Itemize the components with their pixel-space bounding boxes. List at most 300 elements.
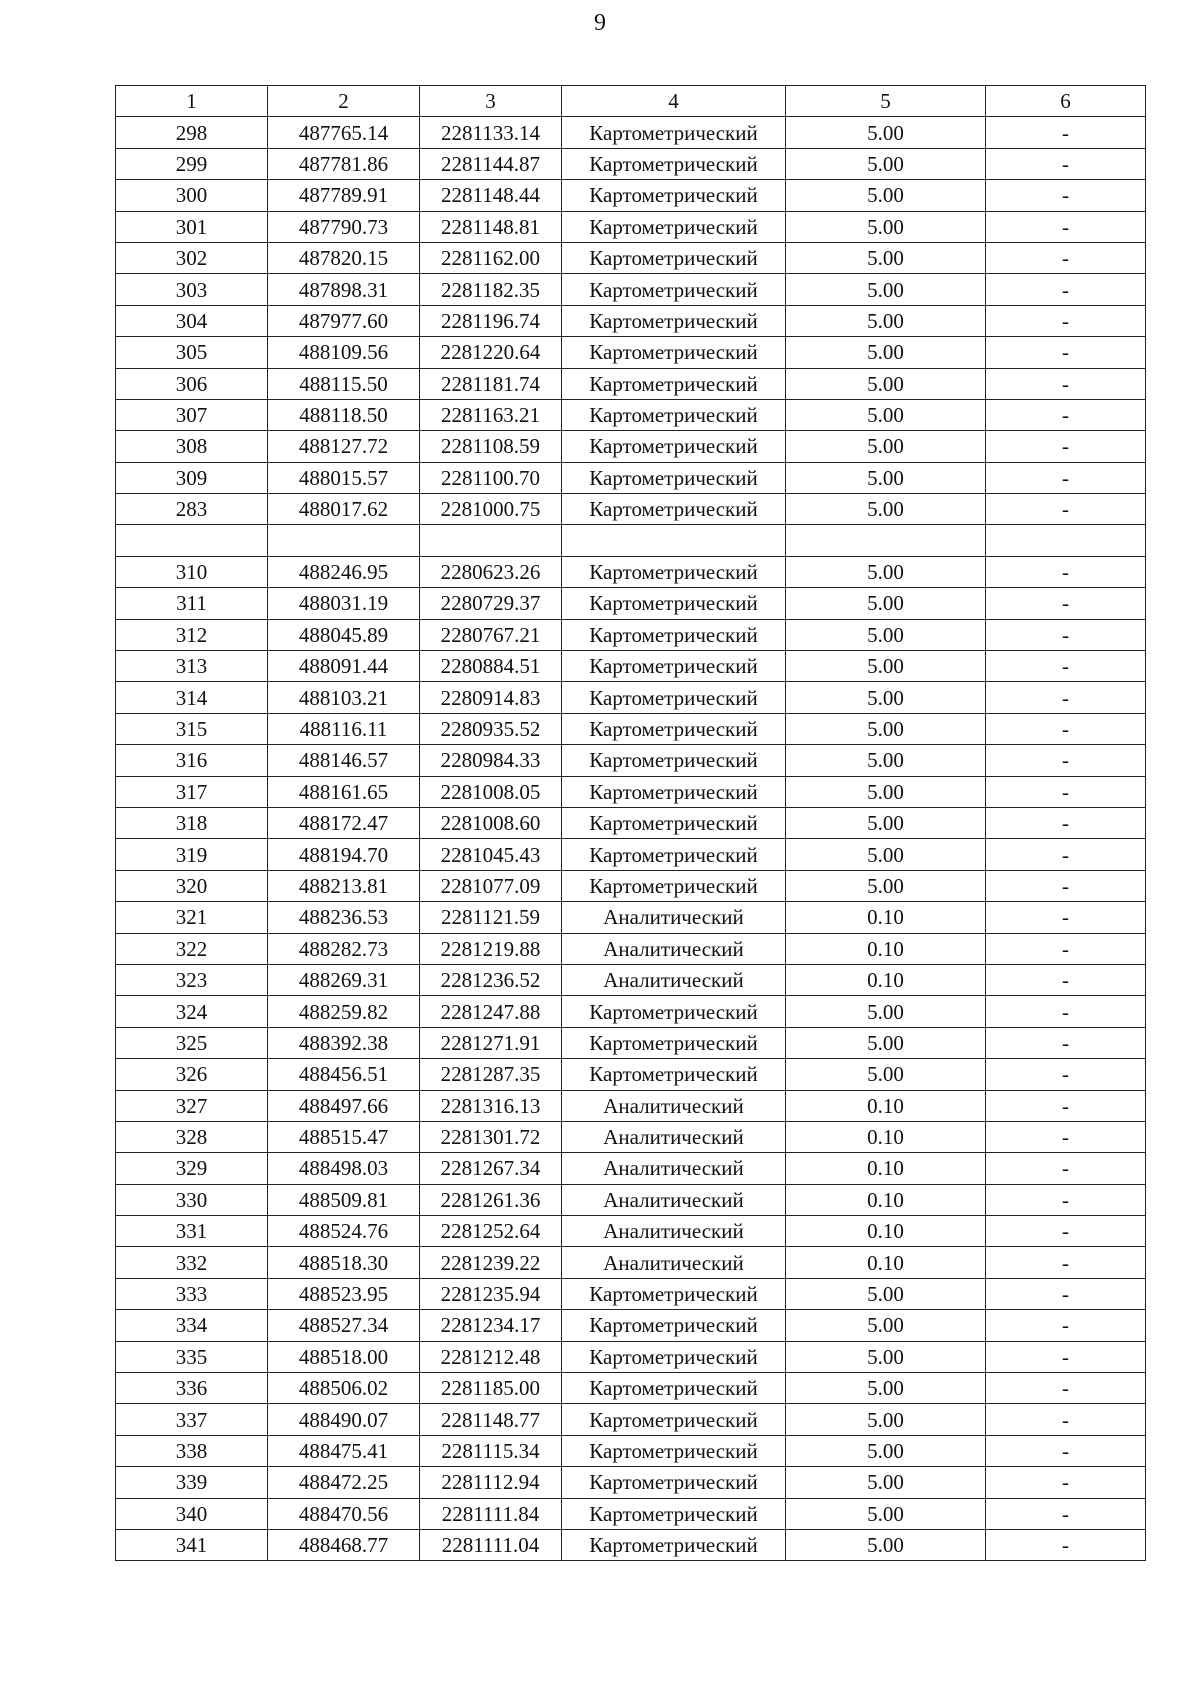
point-number-cell: 328 — [116, 1121, 268, 1152]
point-number-cell: 303 — [116, 274, 268, 305]
accuracy-cell: 5.00 — [786, 1467, 986, 1498]
point-number-cell: 323 — [116, 964, 268, 995]
table-row — [116, 399, 1146, 430]
point-number-cell: 326 — [116, 1059, 268, 1090]
y-coordinate-cell: 2281115.34 — [420, 1435, 562, 1466]
note-cell: - — [986, 807, 1146, 838]
table-row — [116, 996, 1146, 1027]
table-row — [116, 1498, 1146, 1529]
y-coordinate-cell: 2281271.91 — [420, 1027, 562, 1058]
note-cell: - — [986, 1529, 1146, 1560]
y-coordinate-cell: 2281008.60 — [420, 807, 562, 838]
method-cell: Картометрический — [562, 745, 786, 776]
table-row — [116, 305, 1146, 336]
table-row — [116, 1216, 1146, 1247]
x-coordinate-cell: 487789.91 — [268, 180, 420, 211]
method-cell: Аналитический — [562, 1184, 786, 1215]
method-cell: Картометрический — [562, 305, 786, 336]
accuracy-cell: 5.00 — [786, 776, 986, 807]
accuracy-cell: 0.10 — [786, 1121, 986, 1152]
accuracy-cell: 5.00 — [786, 211, 986, 242]
x-coordinate-cell: 487765.14 — [268, 117, 420, 148]
method-cell: Картометрический — [562, 556, 786, 587]
x-coordinate-cell: 488109.56 — [268, 337, 420, 368]
note-cell: - — [986, 1373, 1146, 1404]
accuracy-cell: 5.00 — [786, 870, 986, 901]
column-header-5: 5 — [786, 86, 986, 117]
method-cell: Картометрический — [562, 494, 786, 525]
note-cell: - — [986, 117, 1146, 148]
y-coordinate-cell: 2281196.74 — [420, 305, 562, 336]
y-coordinate-cell: 2281148.81 — [420, 211, 562, 242]
x-coordinate-cell: 488468.77 — [268, 1529, 420, 1560]
y-coordinate-cell: 2281108.59 — [420, 431, 562, 462]
note-cell: - — [986, 368, 1146, 399]
method-cell: Картометрический — [562, 368, 786, 399]
note-cell: - — [986, 1278, 1146, 1309]
table-header — [116, 86, 1146, 117]
point-number-cell: 304 — [116, 305, 268, 336]
point-number-cell: 312 — [116, 619, 268, 650]
method-cell: Картометрический — [562, 1404, 786, 1435]
x-coordinate-cell — [268, 525, 420, 556]
note-cell: - — [986, 1467, 1146, 1498]
note-cell: - — [986, 682, 1146, 713]
method-cell: Картометрический — [562, 337, 786, 368]
point-number-cell: 314 — [116, 682, 268, 713]
accuracy-cell: 5.00 — [786, 1373, 986, 1404]
accuracy-cell: 0.10 — [786, 1090, 986, 1121]
x-coordinate-cell: 488172.47 — [268, 807, 420, 838]
y-coordinate-cell: 2281112.94 — [420, 1467, 562, 1498]
method-cell: Картометрический — [562, 462, 786, 493]
accuracy-cell: 5.00 — [786, 1498, 986, 1529]
table-row — [116, 1341, 1146, 1372]
point-number-cell: 330 — [116, 1184, 268, 1215]
accuracy-cell: 5.00 — [786, 1341, 986, 1372]
note-cell: - — [986, 148, 1146, 179]
note-cell: - — [986, 1059, 1146, 1090]
table-row — [116, 1435, 1146, 1466]
table-row — [116, 619, 1146, 650]
x-coordinate-cell: 488470.56 — [268, 1498, 420, 1529]
note-cell: - — [986, 1216, 1146, 1247]
method-cell: Картометрический — [562, 588, 786, 619]
accuracy-cell: 0.10 — [786, 964, 986, 995]
point-number-cell — [116, 525, 268, 556]
accuracy-cell: 0.10 — [786, 902, 986, 933]
point-number-cell: 298 — [116, 117, 268, 148]
accuracy-cell: 5.00 — [786, 305, 986, 336]
table-row — [116, 494, 1146, 525]
x-coordinate-cell: 488017.62 — [268, 494, 420, 525]
x-coordinate-cell: 488246.95 — [268, 556, 420, 587]
accuracy-cell: 5.00 — [786, 180, 986, 211]
method-cell: Картометрический — [562, 431, 786, 462]
table-row — [116, 776, 1146, 807]
point-number-cell: 301 — [116, 211, 268, 242]
point-number-cell: 322 — [116, 933, 268, 964]
table-row — [116, 1247, 1146, 1278]
accuracy-cell — [786, 525, 986, 556]
table-row — [116, 211, 1146, 242]
accuracy-cell: 5.00 — [786, 431, 986, 462]
note-cell: - — [986, 1153, 1146, 1184]
table-row — [116, 807, 1146, 838]
table-row — [116, 839, 1146, 870]
method-cell: Картометрический — [562, 1278, 786, 1309]
x-coordinate-cell: 488456.51 — [268, 1059, 420, 1090]
table-row — [116, 651, 1146, 682]
page-number: 9 — [594, 10, 606, 36]
y-coordinate-cell: 2281235.94 — [420, 1278, 562, 1309]
point-number-cell: 321 — [116, 902, 268, 933]
point-number-cell: 313 — [116, 651, 268, 682]
x-coordinate-cell: 488045.89 — [268, 619, 420, 650]
y-coordinate-cell: 2281045.43 — [420, 839, 562, 870]
x-coordinate-cell: 488127.72 — [268, 431, 420, 462]
accuracy-cell: 5.00 — [786, 1529, 986, 1560]
y-coordinate-cell: 2281144.87 — [420, 148, 562, 179]
table-row — [116, 242, 1146, 273]
method-cell: Картометрический — [562, 211, 786, 242]
method-cell: Картометрический — [562, 1373, 786, 1404]
x-coordinate-cell: 488031.19 — [268, 588, 420, 619]
x-coordinate-cell: 488518.00 — [268, 1341, 420, 1372]
method-cell — [562, 525, 786, 556]
column-header-3: 3 — [420, 86, 562, 117]
method-cell: Картометрический — [562, 1059, 786, 1090]
note-cell: - — [986, 651, 1146, 682]
method-cell: Картометрический — [562, 399, 786, 430]
method-cell: Картометрический — [562, 776, 786, 807]
table-row — [116, 556, 1146, 587]
accuracy-cell: 0.10 — [786, 1247, 986, 1278]
x-coordinate-cell: 487781.86 — [268, 148, 420, 179]
method-cell: Картометрический — [562, 1310, 786, 1341]
y-coordinate-cell: 2281252.64 — [420, 1216, 562, 1247]
method-cell: Картометрический — [562, 148, 786, 179]
point-number-cell: 336 — [116, 1373, 268, 1404]
note-cell: - — [986, 1341, 1146, 1372]
accuracy-cell: 5.00 — [786, 745, 986, 776]
y-coordinate-cell: 2281008.05 — [420, 776, 562, 807]
x-coordinate-cell: 488497.66 — [268, 1090, 420, 1121]
y-coordinate-cell: 2281234.17 — [420, 1310, 562, 1341]
x-coordinate-cell: 488392.38 — [268, 1027, 420, 1058]
point-number-cell: 300 — [116, 180, 268, 211]
point-number-cell: 309 — [116, 462, 268, 493]
y-coordinate-cell: 2281267.34 — [420, 1153, 562, 1184]
point-number-cell: 319 — [116, 839, 268, 870]
point-number-cell: 317 — [116, 776, 268, 807]
accuracy-cell: 5.00 — [786, 1310, 986, 1341]
table-row — [116, 337, 1146, 368]
y-coordinate-cell: 2281111.84 — [420, 1498, 562, 1529]
method-cell: Аналитический — [562, 964, 786, 995]
accuracy-cell: 5.00 — [786, 556, 986, 587]
table-row — [116, 462, 1146, 493]
note-cell: - — [986, 274, 1146, 305]
point-number-cell: 324 — [116, 996, 268, 1027]
table-row — [116, 1153, 1146, 1184]
note-cell: - — [986, 588, 1146, 619]
accuracy-cell: 5.00 — [786, 619, 986, 650]
table-row — [116, 1090, 1146, 1121]
point-number-cell: 305 — [116, 337, 268, 368]
y-coordinate-cell: 2281185.00 — [420, 1373, 562, 1404]
accuracy-cell: 5.00 — [786, 494, 986, 525]
y-coordinate-cell: 2281261.36 — [420, 1184, 562, 1215]
method-cell: Аналитический — [562, 902, 786, 933]
column-header-6: 6 — [986, 86, 1146, 117]
accuracy-cell: 5.00 — [786, 588, 986, 619]
x-coordinate-cell: 488509.81 — [268, 1184, 420, 1215]
x-coordinate-cell: 488524.76 — [268, 1216, 420, 1247]
accuracy-cell: 5.00 — [786, 713, 986, 744]
point-number-cell: 318 — [116, 807, 268, 838]
note-cell: - — [986, 431, 1146, 462]
table-row — [116, 1404, 1146, 1435]
point-number-cell: 332 — [116, 1247, 268, 1278]
table-row — [116, 1373, 1146, 1404]
method-cell: Картометрический — [562, 839, 786, 870]
point-number-cell: 334 — [116, 1310, 268, 1341]
method-cell: Картометрический — [562, 1498, 786, 1529]
method-cell: Картометрический — [562, 619, 786, 650]
accuracy-cell: 5.00 — [786, 117, 986, 148]
note-cell: - — [986, 839, 1146, 870]
accuracy-cell: 5.00 — [786, 148, 986, 179]
note-cell: - — [986, 964, 1146, 995]
note-cell: - — [986, 776, 1146, 807]
y-coordinate-cell: 2281163.21 — [420, 399, 562, 430]
y-coordinate-cell: 2281133.14 — [420, 117, 562, 148]
point-number-cell: 339 — [116, 1467, 268, 1498]
y-coordinate-cell: 2281239.22 — [420, 1247, 562, 1278]
point-number-cell: 299 — [116, 148, 268, 179]
accuracy-cell: 5.00 — [786, 1278, 986, 1309]
note-cell: - — [986, 242, 1146, 273]
point-number-cell: 327 — [116, 1090, 268, 1121]
header-row — [116, 86, 1146, 117]
x-coordinate-cell: 488506.02 — [268, 1373, 420, 1404]
accuracy-cell: 5.00 — [786, 807, 986, 838]
y-coordinate-cell: 2280914.83 — [420, 682, 562, 713]
method-cell: Аналитический — [562, 1216, 786, 1247]
note-cell: - — [986, 494, 1146, 525]
note-cell: - — [986, 1404, 1146, 1435]
y-coordinate-cell: 2281220.64 — [420, 337, 562, 368]
accuracy-cell: 5.00 — [786, 242, 986, 273]
point-number-cell: 315 — [116, 713, 268, 744]
note-cell: - — [986, 713, 1146, 744]
method-cell: Аналитический — [562, 1090, 786, 1121]
accuracy-cell: 5.00 — [786, 1404, 986, 1435]
accuracy-cell: 0.10 — [786, 1184, 986, 1215]
x-coordinate-cell: 488527.34 — [268, 1310, 420, 1341]
note-cell: - — [986, 1247, 1146, 1278]
note-cell: - — [986, 619, 1146, 650]
table-row — [116, 368, 1146, 399]
y-coordinate-cell: 2281121.59 — [420, 902, 562, 933]
method-cell: Картометрический — [562, 682, 786, 713]
table-row — [116, 117, 1146, 148]
x-coordinate-cell: 488269.31 — [268, 964, 420, 995]
note-cell: - — [986, 556, 1146, 587]
column-header-2: 2 — [268, 86, 420, 117]
point-number-cell: 306 — [116, 368, 268, 399]
accuracy-cell: 0.10 — [786, 933, 986, 964]
table-row — [116, 933, 1146, 964]
table-row — [116, 1121, 1146, 1152]
note-cell: - — [986, 1310, 1146, 1341]
point-number-cell: 325 — [116, 1027, 268, 1058]
note-cell: - — [986, 1184, 1146, 1215]
accuracy-cell: 5.00 — [786, 839, 986, 870]
table-row — [116, 1184, 1146, 1215]
table-row — [116, 1310, 1146, 1341]
x-coordinate-cell: 488259.82 — [268, 996, 420, 1027]
method-cell: Картометрический — [562, 1027, 786, 1058]
point-number-cell: 307 — [116, 399, 268, 430]
table-row — [116, 525, 1146, 556]
y-coordinate-cell: 2280623.26 — [420, 556, 562, 587]
column-header-1: 1 — [116, 86, 268, 117]
x-coordinate-cell: 488116.11 — [268, 713, 420, 744]
x-coordinate-cell: 488015.57 — [268, 462, 420, 493]
y-coordinate-cell: 2281219.88 — [420, 933, 562, 964]
point-number-cell: 311 — [116, 588, 268, 619]
method-cell: Аналитический — [562, 1247, 786, 1278]
x-coordinate-cell: 487977.60 — [268, 305, 420, 336]
accuracy-cell: 5.00 — [786, 462, 986, 493]
table-row — [116, 713, 1146, 744]
y-coordinate-cell: 2281212.48 — [420, 1341, 562, 1372]
point-number-cell: 320 — [116, 870, 268, 901]
point-number-cell: 316 — [116, 745, 268, 776]
note-cell: - — [986, 180, 1146, 211]
method-cell: Аналитический — [562, 1153, 786, 1184]
point-number-cell: 335 — [116, 1341, 268, 1372]
y-coordinate-cell: 2281100.70 — [420, 462, 562, 493]
y-coordinate-cell: 2281301.72 — [420, 1121, 562, 1152]
point-number-cell: 341 — [116, 1529, 268, 1560]
note-cell: - — [986, 1498, 1146, 1529]
point-number-cell: 310 — [116, 556, 268, 587]
method-cell: Картометрический — [562, 180, 786, 211]
table-row — [116, 682, 1146, 713]
point-number-cell: 302 — [116, 242, 268, 273]
table-row — [116, 870, 1146, 901]
note-cell: - — [986, 1090, 1146, 1121]
x-coordinate-cell: 488115.50 — [268, 368, 420, 399]
method-cell: Аналитический — [562, 1121, 786, 1152]
point-number-cell: 283 — [116, 494, 268, 525]
y-coordinate-cell: 2280729.37 — [420, 588, 562, 619]
accuracy-cell: 5.00 — [786, 274, 986, 305]
table-row — [116, 588, 1146, 619]
x-coordinate-cell: 488161.65 — [268, 776, 420, 807]
table-row — [116, 902, 1146, 933]
y-coordinate-cell: 2281162.00 — [420, 242, 562, 273]
x-coordinate-cell: 488213.81 — [268, 870, 420, 901]
y-coordinate-cell: 2280935.52 — [420, 713, 562, 744]
note-cell: - — [986, 462, 1146, 493]
x-coordinate-cell: 488490.07 — [268, 1404, 420, 1435]
table-body — [116, 117, 1146, 1561]
table-row — [116, 1467, 1146, 1498]
y-coordinate-cell: 2281236.52 — [420, 964, 562, 995]
x-coordinate-cell: 487898.31 — [268, 274, 420, 305]
x-coordinate-cell: 488523.95 — [268, 1278, 420, 1309]
note-cell: - — [986, 305, 1146, 336]
note-cell: - — [986, 337, 1146, 368]
point-number-cell: 308 — [116, 431, 268, 462]
accuracy-cell: 5.00 — [786, 651, 986, 682]
accuracy-cell: 5.00 — [786, 1435, 986, 1466]
method-cell: Картометрический — [562, 713, 786, 744]
table-row — [116, 148, 1146, 179]
x-coordinate-cell: 488282.73 — [268, 933, 420, 964]
note-cell: - — [986, 1027, 1146, 1058]
coordinates-table — [115, 85, 1146, 1561]
note-cell: - — [986, 1121, 1146, 1152]
table-row — [116, 431, 1146, 462]
point-number-cell: 337 — [116, 1404, 268, 1435]
accuracy-cell: 0.10 — [786, 1216, 986, 1247]
x-coordinate-cell: 488472.25 — [268, 1467, 420, 1498]
y-coordinate-cell — [420, 525, 562, 556]
x-coordinate-cell: 487790.73 — [268, 211, 420, 242]
accuracy-cell: 5.00 — [786, 337, 986, 368]
method-cell: Картометрический — [562, 117, 786, 148]
accuracy-cell: 5.00 — [786, 399, 986, 430]
method-cell: Картометрический — [562, 242, 786, 273]
table-row — [116, 964, 1146, 995]
x-coordinate-cell: 488194.70 — [268, 839, 420, 870]
method-cell: Картометрический — [562, 807, 786, 838]
y-coordinate-cell: 2281182.35 — [420, 274, 562, 305]
x-coordinate-cell: 488091.44 — [268, 651, 420, 682]
accuracy-cell: 5.00 — [786, 996, 986, 1027]
y-coordinate-cell: 2280884.51 — [420, 651, 562, 682]
point-number-cell: 329 — [116, 1153, 268, 1184]
column-header-4: 4 — [562, 86, 786, 117]
note-cell: - — [986, 902, 1146, 933]
method-cell: Картометрический — [562, 1467, 786, 1498]
table-row — [116, 274, 1146, 305]
table-row — [116, 1278, 1146, 1309]
note-cell: - — [986, 933, 1146, 964]
method-cell: Картометрический — [562, 651, 786, 682]
table-row — [116, 1529, 1146, 1560]
point-number-cell: 340 — [116, 1498, 268, 1529]
y-coordinate-cell: 2281181.74 — [420, 368, 562, 399]
y-coordinate-cell: 2281077.09 — [420, 870, 562, 901]
note-cell — [986, 525, 1146, 556]
note-cell: - — [986, 211, 1146, 242]
table-row — [116, 180, 1146, 211]
x-coordinate-cell: 488146.57 — [268, 745, 420, 776]
point-number-cell: 331 — [116, 1216, 268, 1247]
note-cell: - — [986, 996, 1146, 1027]
note-cell: - — [986, 870, 1146, 901]
table-row — [116, 1027, 1146, 1058]
x-coordinate-cell: 488475.41 — [268, 1435, 420, 1466]
y-coordinate-cell: 2281000.75 — [420, 494, 562, 525]
x-coordinate-cell: 488515.47 — [268, 1121, 420, 1152]
